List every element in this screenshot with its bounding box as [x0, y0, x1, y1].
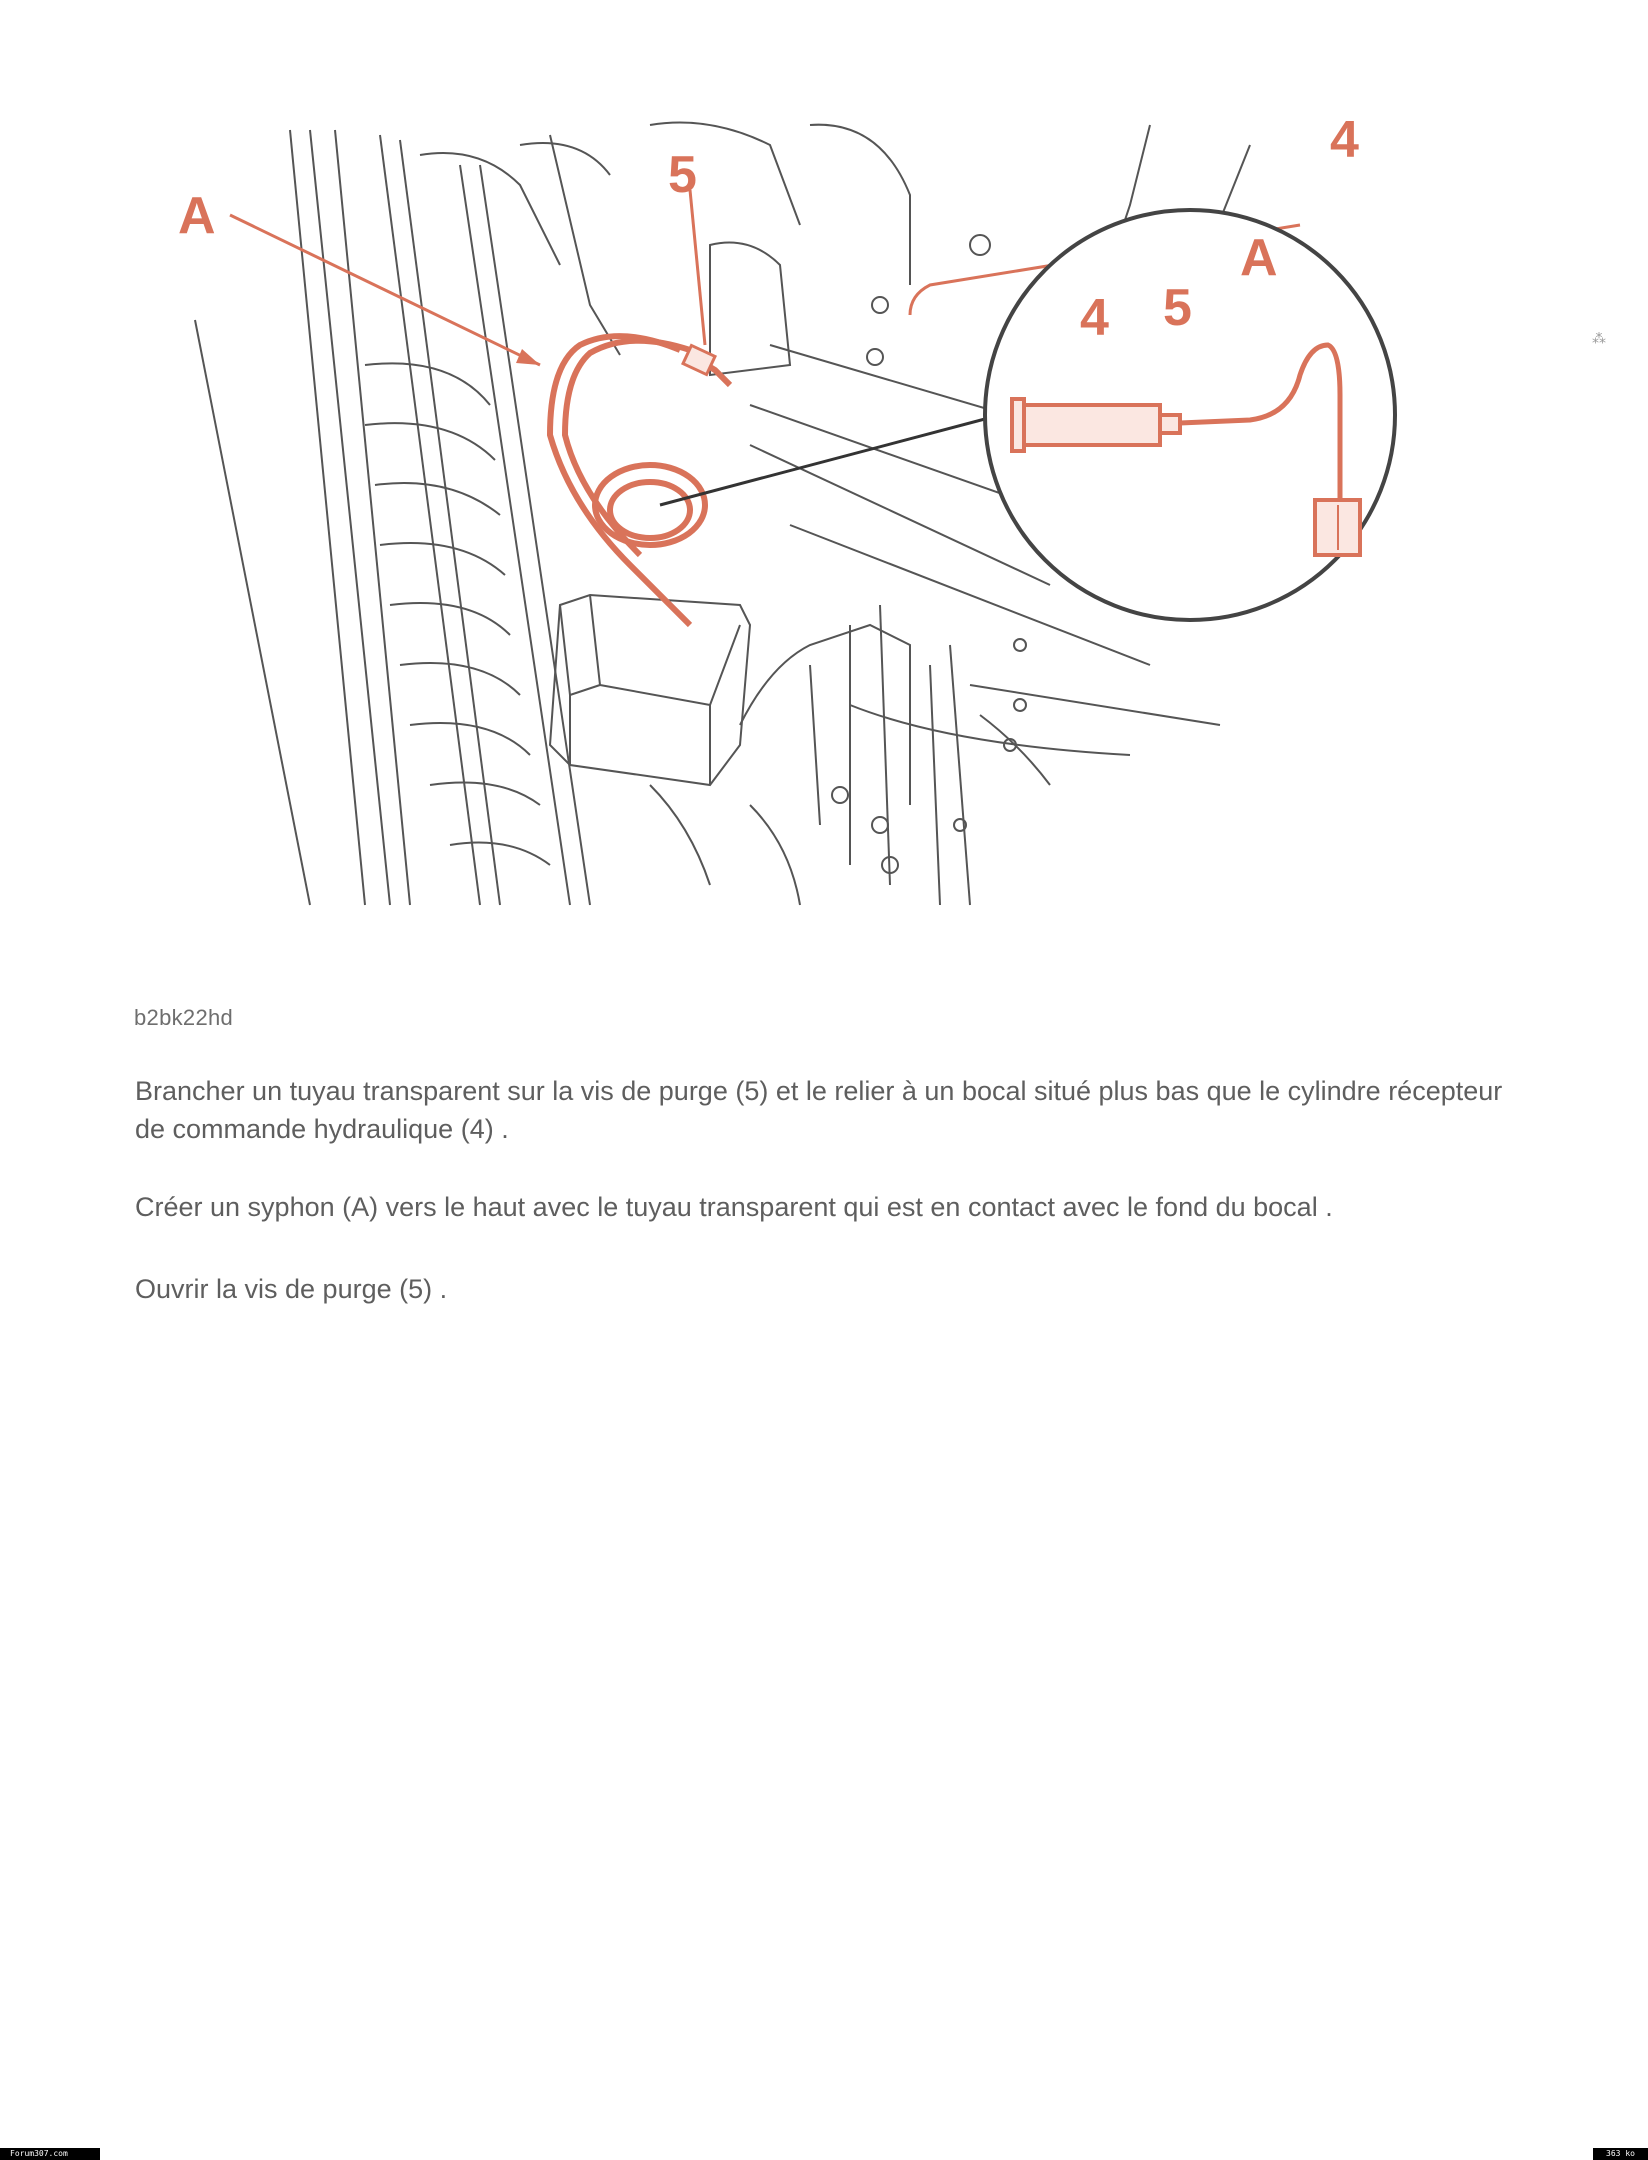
callout-four-main: 4 — [1330, 111, 1359, 169]
callout-a-inset: A — [1240, 229, 1278, 287]
transparent-hose — [550, 336, 730, 625]
callout-five-inset: 5 — [1163, 279, 1192, 337]
scan-speck: ⁂ — [1592, 330, 1606, 346]
callout-four-inset: 4 — [1080, 289, 1109, 347]
technical-illustration — [150, 105, 1440, 920]
instruction-paragraph-1: Brancher un tuyau transparent sur la vis de purge (5) et le relier à un bocal situé plus bas que le cylindre récepteur de commande hydraulique (4) . — [135, 1076, 1503, 1144]
inset-cylinder — [1020, 405, 1160, 445]
instruction-paragraph-2: Créer un syphon (A) vers le haut avec le tuyau transparent qui est en contact avec le fond du bocal . — [135, 1192, 1333, 1222]
inset-detail — [985, 210, 1395, 620]
callout-a-main: A — [178, 187, 216, 245]
inset-connector — [660, 415, 1000, 505]
engine-bay-diagram — [150, 105, 1440, 920]
callout-five-main: 5 — [668, 146, 697, 204]
figure-reference-code: b2bk22hd — [134, 1005, 234, 1030]
footer-watermark: Forum307.com — [0, 2148, 100, 2160]
leader-a-main — [230, 215, 540, 365]
leader-five-main — [690, 190, 705, 345]
instruction-paragraph-3: Ouvrir la vis de purge (5) . — [135, 1274, 448, 1304]
footer-file-size: 363 ko — [1593, 2148, 1648, 2160]
